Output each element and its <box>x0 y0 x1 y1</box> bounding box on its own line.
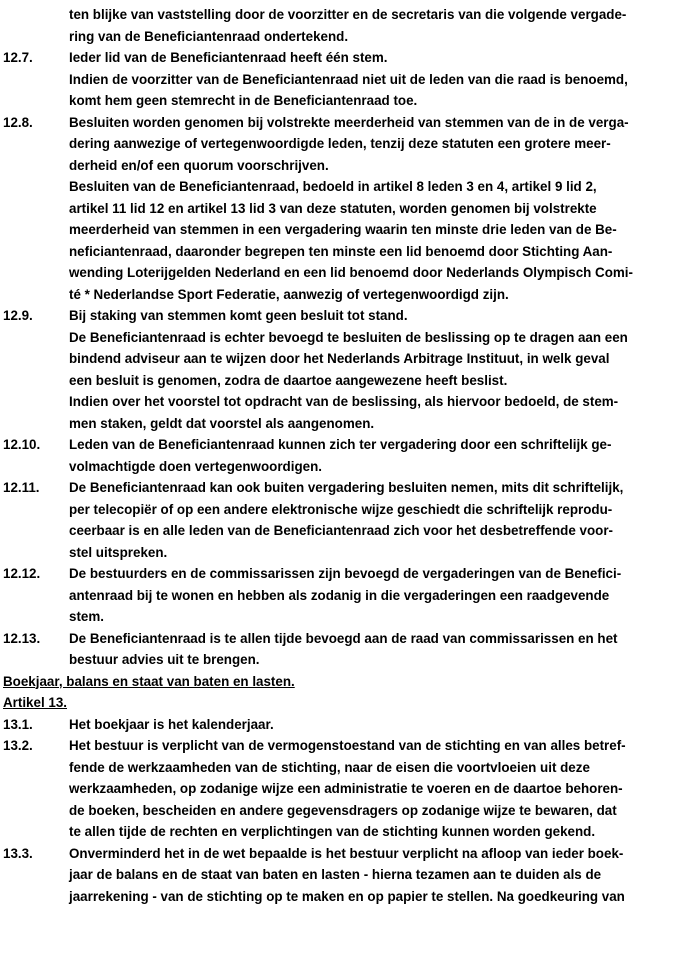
paragraph-line <box>3 348 686 370</box>
paragraph-number: 13.2. <box>3 738 33 753</box>
paragraph-number: 12.10. <box>3 437 41 452</box>
paragraph-text: stel uitspreken. <box>69 544 168 560</box>
paragraph-text: men staken, geldt dat voorstel als aangenomen. <box>69 415 375 431</box>
paragraph-number <box>3 90 69 112</box>
paragraph-line <box>3 886 686 908</box>
paragraph-number <box>3 262 69 284</box>
paragraph-line <box>3 800 686 822</box>
paragraph-text: neficiantenraad, daaronder begrepen ten minste een lid benoemd door Stichting Aan- <box>69 243 613 259</box>
paragraph-line <box>3 714 686 736</box>
paragraph-text: dering aanwezige of vertegenwoordigde leden, tenzij deze statuten een grotere meer- <box>69 136 611 151</box>
paragraph-line <box>3 112 686 134</box>
paragraph-text: De Beneficiantenraad is echter bevoegd te besluiten de beslissing op te dragen aan een <box>69 329 628 345</box>
paragraph-line <box>3 542 686 564</box>
paragraph-text: De Beneficiantenraad kan ook buiten vergadering besluiten nemen, mits dit schriftelijk, <box>69 480 624 495</box>
paragraph-number <box>3 284 69 306</box>
paragraph-number <box>3 69 69 91</box>
paragraph-text: volmachtigde doen vertegenwoordigen. <box>69 458 322 474</box>
paragraph-number <box>3 778 69 800</box>
paragraph-text: fende de werkzaamheden van de stichting, naar de eisen die voortvloeien uit deze <box>69 759 590 775</box>
section-heading: Boekjaar, balans en staat van baten en lasten. <box>3 673 295 689</box>
paragraph-text: bestuur advies uit te brengen. <box>69 652 260 667</box>
paragraph-line <box>3 585 686 607</box>
paragraph-line <box>3 155 686 177</box>
paragraph-text: De bestuurders en de commissarissen zijn bevoegd de vergaderingen van de Benefici- <box>69 566 622 581</box>
paragraph-text: wending Loterijgelden Nederland en een lid benoemd door Nederlands Olympisch Comi- <box>69 265 633 280</box>
paragraph-number <box>3 520 69 542</box>
paragraph-line <box>3 821 686 843</box>
paragraph-text: bindend adviseur aan te wijzen door het Nederlands Arbitrage Instituut, in welk geval <box>69 351 610 366</box>
paragraph-line <box>3 628 686 650</box>
paragraph-line <box>3 735 686 757</box>
paragraph-line <box>3 90 686 112</box>
paragraph-text: werkzaamheden, op zodanige wijze een administratie te voeren en de daartoe behoren- <box>69 781 623 796</box>
paragraph-number <box>3 864 69 886</box>
paragraph-line <box>3 563 686 585</box>
article-12-paragraphs <box>3 47 686 671</box>
paragraph-number <box>3 886 69 908</box>
paragraph-number <box>3 370 69 392</box>
paragraph-text: Besluiten worden genomen bij volstrekte meerderheid van stemmen van de in de verga- <box>69 114 629 130</box>
paragraph-number <box>3 155 69 177</box>
intro-block <box>3 4 686 47</box>
paragraph-number <box>3 542 69 564</box>
paragraph-line <box>3 456 686 478</box>
paragraph-number <box>3 499 69 521</box>
paragraph-number <box>3 606 69 628</box>
paragraph-text: Indien over het voorstel tot opdracht van de beslissing, als hiervoor bedoeld, de stem- <box>69 394 619 409</box>
paragraph-text: té * Nederlandse Sport Federatie, aanwezig of vertegenwoordigd zijn. <box>69 286 509 302</box>
paragraph-line <box>3 262 686 284</box>
paragraph-text: per telecopiër of op een andere elektronische wijze geschiedt die schriftelijk reprodu- <box>69 501 613 517</box>
paragraph-number: 12.7. <box>3 50 33 65</box>
paragraph-text: meerderheid van stemmen in een vergadering waarin ten minste drie leden van de Be- <box>69 222 617 237</box>
paragraph-number <box>3 198 69 220</box>
paragraph-line <box>3 520 686 542</box>
paragraph-line <box>3 778 686 800</box>
article-13-paragraphs <box>3 714 686 908</box>
paragraph-number <box>3 649 69 671</box>
paragraph-number: 12.8. <box>3 114 33 130</box>
paragraph-line <box>3 649 686 671</box>
paragraph-number <box>3 327 69 349</box>
article-heading: Artikel 13. <box>3 695 68 710</box>
paragraph-line <box>3 757 686 779</box>
paragraph-text: de boeken, bescheiden en andere gegevensdragers op zodanige wijze te bewaren, dat <box>69 802 617 818</box>
paragraph-text: komt hem geen stemrecht in de Beneficiantenraad toe. <box>69 93 418 108</box>
paragraph-number <box>3 133 69 155</box>
paragraph-line <box>3 219 686 241</box>
paragraph-line <box>3 47 686 69</box>
paragraph-line <box>3 499 686 521</box>
paragraph-text: antenraad bij te wonen en hebben als zodanig in die vergaderingen een raadgevende <box>69 587 610 603</box>
paragraph-number <box>3 585 69 607</box>
paragraph-line <box>3 69 686 91</box>
paragraph-number <box>3 176 69 198</box>
paragraph-text: stem. <box>69 609 104 624</box>
paragraph-number <box>3 219 69 241</box>
paragraph-text: Bij staking van stemmen komt geen besluit tot stand. <box>69 308 408 323</box>
paragraph-text: ceerbaar is en alle leden van de Beneficiantenraad zich voor het desbetreffende voor- <box>69 523 613 538</box>
paragraph-text: Indien de voorzitter van de Beneficiantenraad niet uit de leden van die raad is benoemd, <box>69 71 628 87</box>
paragraph-number: 13.1. <box>3 716 33 732</box>
paragraph-line <box>3 843 686 865</box>
paragraph-text: De Beneficiantenraad is te allen tijde bevoegd aan de raad van commissarissen en het <box>69 630 618 646</box>
paragraph-number <box>3 241 69 263</box>
paragraph-number: 12.13. <box>3 630 41 646</box>
paragraph-line <box>3 434 686 456</box>
paragraph-text: Het bestuur is verplicht van de vermogenstoestand van de stichting en van alles betref- <box>69 738 626 753</box>
paragraph-text: jaar de balans en de staat van baten en lasten - hierna tezamen aan te duiden als de <box>69 867 602 882</box>
paragraph-number <box>3 800 69 822</box>
paragraph-line <box>3 133 686 155</box>
paragraph-number: 12.9. <box>3 308 33 323</box>
document-page <box>0 4 692 961</box>
paragraph-number: 13.3. <box>3 845 33 861</box>
paragraph-text: Onverminderd het in de wet bepaalde is het bestuur verplicht na afloop van ieder boek- <box>69 845 624 861</box>
paragraph-line <box>3 176 686 198</box>
paragraph-text: Leden van de Beneficiantenraad kunnen zich ter vergadering door een schriftelijk ge- <box>69 437 612 452</box>
paragraph-text: Besluiten van de Beneficiantenraad, bedoeld in artikel 8 leden 3 en 4, artikel 9 lid 2, <box>69 179 597 194</box>
paragraph-text: te allen tijde de rechten en verplichtingen van de stichting kunnen worden gekend. <box>69 824 596 839</box>
paragraph-number <box>3 757 69 779</box>
paragraph-line <box>3 391 686 413</box>
intro-line: ten blijke van vaststelling door de voorzitter en de secretaris van die volgende vergade- <box>69 7 627 22</box>
paragraph-text: jaarrekening - van de stichting op te maken en op papier te stellen. Na goedkeuring van <box>69 888 625 904</box>
paragraph-text: derheid en/of een quorum voorschrijven. <box>69 157 329 173</box>
paragraph-number <box>3 391 69 413</box>
intro-line: ring van de Beneficiantenraad ondertekend. <box>69 28 349 44</box>
paragraph-number: 12.12. <box>3 566 41 581</box>
paragraph-text: een besluit is genomen, zodra de daartoe aangewezene heeft beslist. <box>69 372 508 388</box>
paragraph-line <box>3 606 686 628</box>
paragraph-number: 12.11. <box>3 480 40 495</box>
paragraph-number <box>3 821 69 843</box>
paragraph-text: Het boekjaar is het kalenderjaar. <box>69 716 274 732</box>
paragraph-number <box>3 348 69 370</box>
paragraph-line <box>3 327 686 349</box>
paragraph-line <box>3 370 686 392</box>
paragraph-line <box>3 198 686 220</box>
paragraph-line <box>3 477 686 499</box>
paragraph-line <box>3 241 686 263</box>
paragraph-line <box>3 284 686 306</box>
paragraph-line <box>3 864 686 886</box>
paragraph-line <box>3 305 686 327</box>
paragraph-line <box>3 413 686 435</box>
paragraph-number <box>3 456 69 478</box>
paragraph-text: artikel 11 lid 12 en artikel 13 lid 3 van deze statuten, worden genomen bij volstrekte <box>69 200 597 216</box>
paragraph-number <box>3 413 69 435</box>
paragraph-text: Ieder lid van de Beneficiantenraad heeft één stem. <box>69 50 388 65</box>
